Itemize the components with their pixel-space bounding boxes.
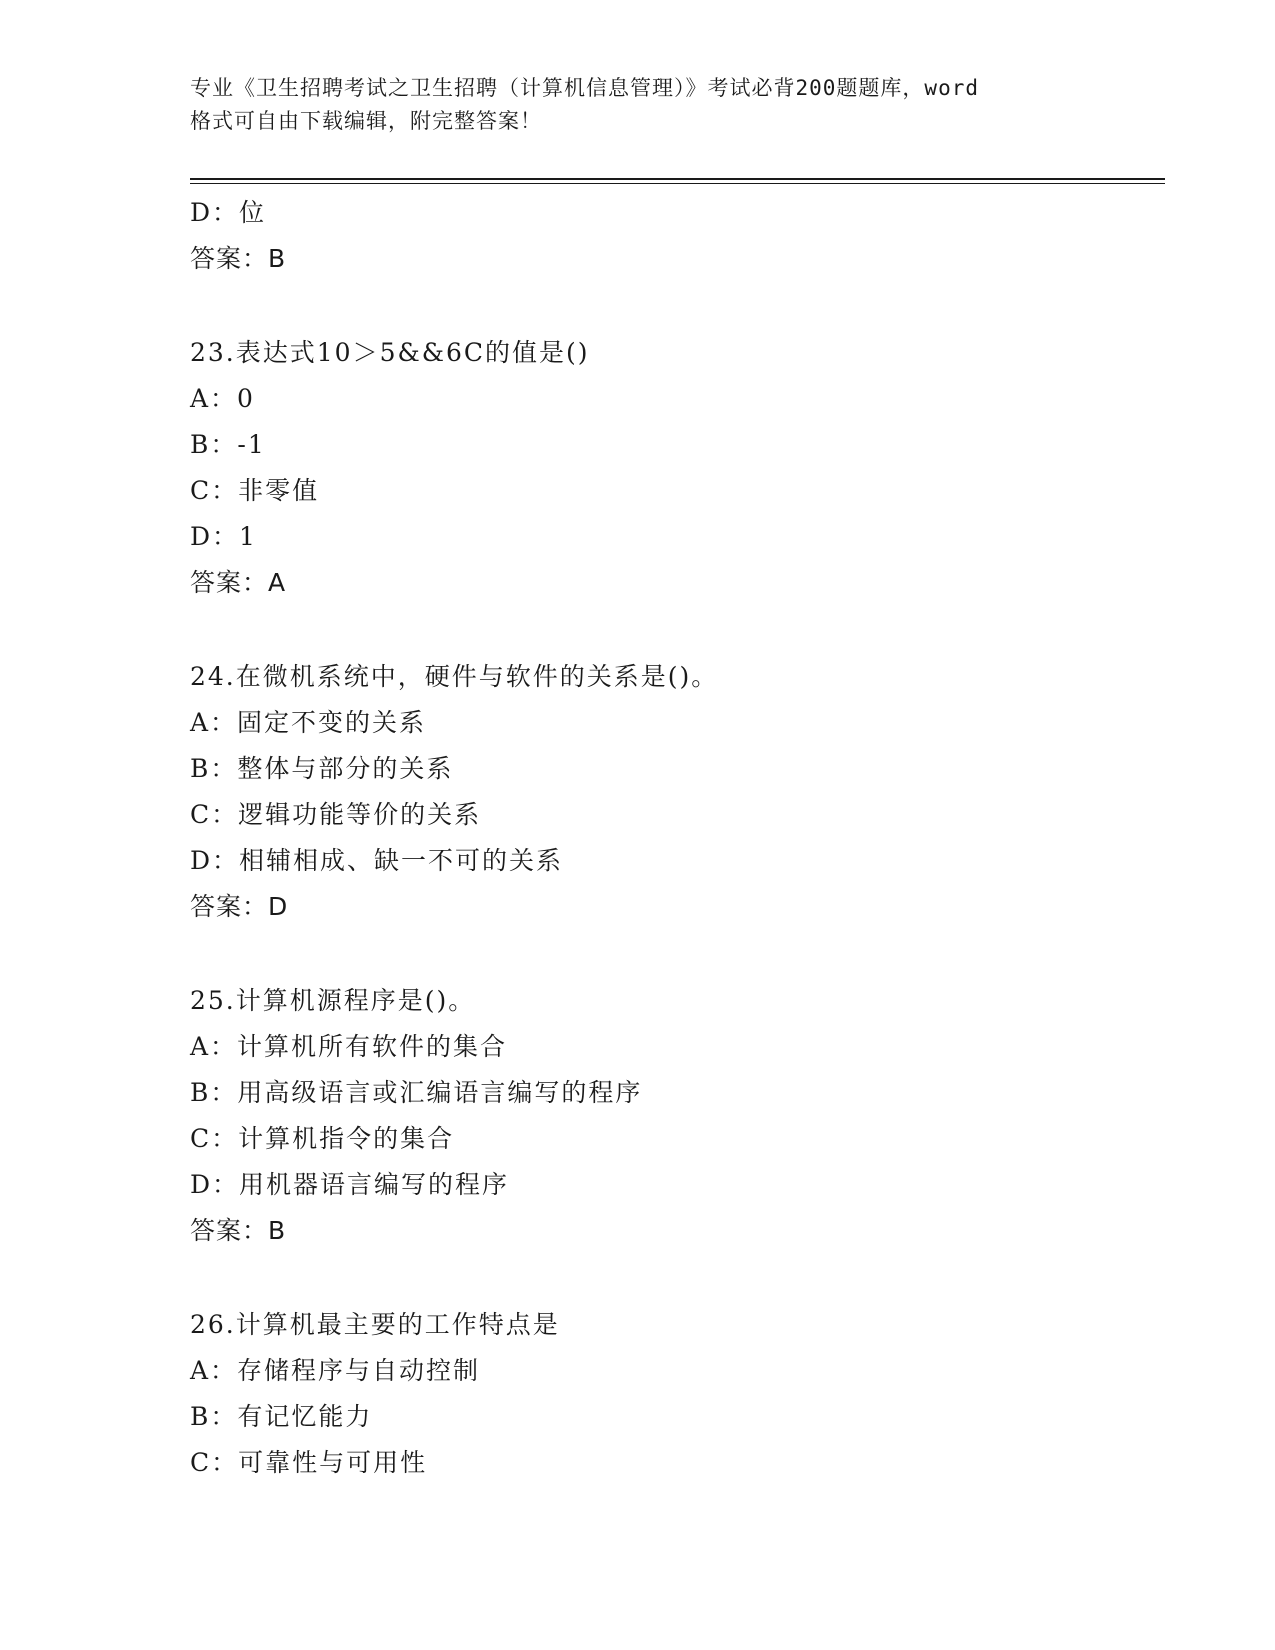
question-block-25: [190, 978, 1160, 1254]
question-block-23: [190, 330, 1160, 606]
header-rule-thin: [190, 183, 1165, 184]
spacer: [190, 1254, 1160, 1302]
option-a: A：固定不变的关系: [190, 708, 427, 737]
option-d: D：1: [190, 522, 257, 551]
option-c: C：计算机指令的集合: [190, 1124, 455, 1153]
option-b: B：有记忆能力: [190, 1402, 373, 1431]
header-rule-thick: [190, 178, 1165, 180]
answer-line: 答案：B: [190, 244, 287, 273]
question-text: 25.计算机源程序是()。: [190, 986, 476, 1015]
question-block-24: [190, 654, 1160, 930]
question-text: 26.计算机最主要的工作特点是: [190, 1310, 560, 1339]
option-d: D：用机器语言编写的程序: [190, 1170, 510, 1199]
option-a: A：计算机所有软件的集合: [190, 1032, 508, 1061]
header-line-2: 格式可自由下载编辑，附完整答案！: [190, 109, 542, 133]
option-a: A：0: [190, 384, 255, 413]
option-c: C：可靠性与可用性: [190, 1448, 428, 1477]
option-a: A：存储程序与自动控制: [190, 1356, 481, 1385]
spacer: [190, 282, 1160, 330]
question-list: [190, 190, 1160, 1486]
answer-line: 答案：A: [190, 568, 287, 597]
option-d: D：位: [190, 198, 267, 227]
question-block-22-tail: [190, 190, 1160, 282]
answer-line: 答案：D: [190, 892, 289, 921]
spacer: [190, 606, 1160, 654]
question-text: 23.表达式10＞5&&6C的值是(): [190, 338, 590, 367]
header-line-1: 专业《卫生招聘考试之卫生招聘（计算机信息管理）》考试必背200题题库，word: [190, 76, 979, 100]
option-b: B：整体与部分的关系: [190, 754, 454, 783]
document-header: [190, 72, 1120, 138]
option-b: B：-1: [190, 430, 266, 459]
question-block-26: [190, 1302, 1160, 1486]
spacer: [190, 930, 1160, 978]
option-c: C：非零值: [190, 476, 320, 505]
answer-line: 答案：B: [190, 1216, 287, 1245]
option-d: D：相辅相成、缺一不可的关系: [190, 846, 564, 875]
option-c: C：逻辑功能等价的关系: [190, 800, 482, 829]
question-text: 24.在微机系统中，硬件与软件的关系是()。: [190, 662, 719, 691]
option-b: B：用高级语言或汇编语言编写的程序: [190, 1078, 643, 1107]
